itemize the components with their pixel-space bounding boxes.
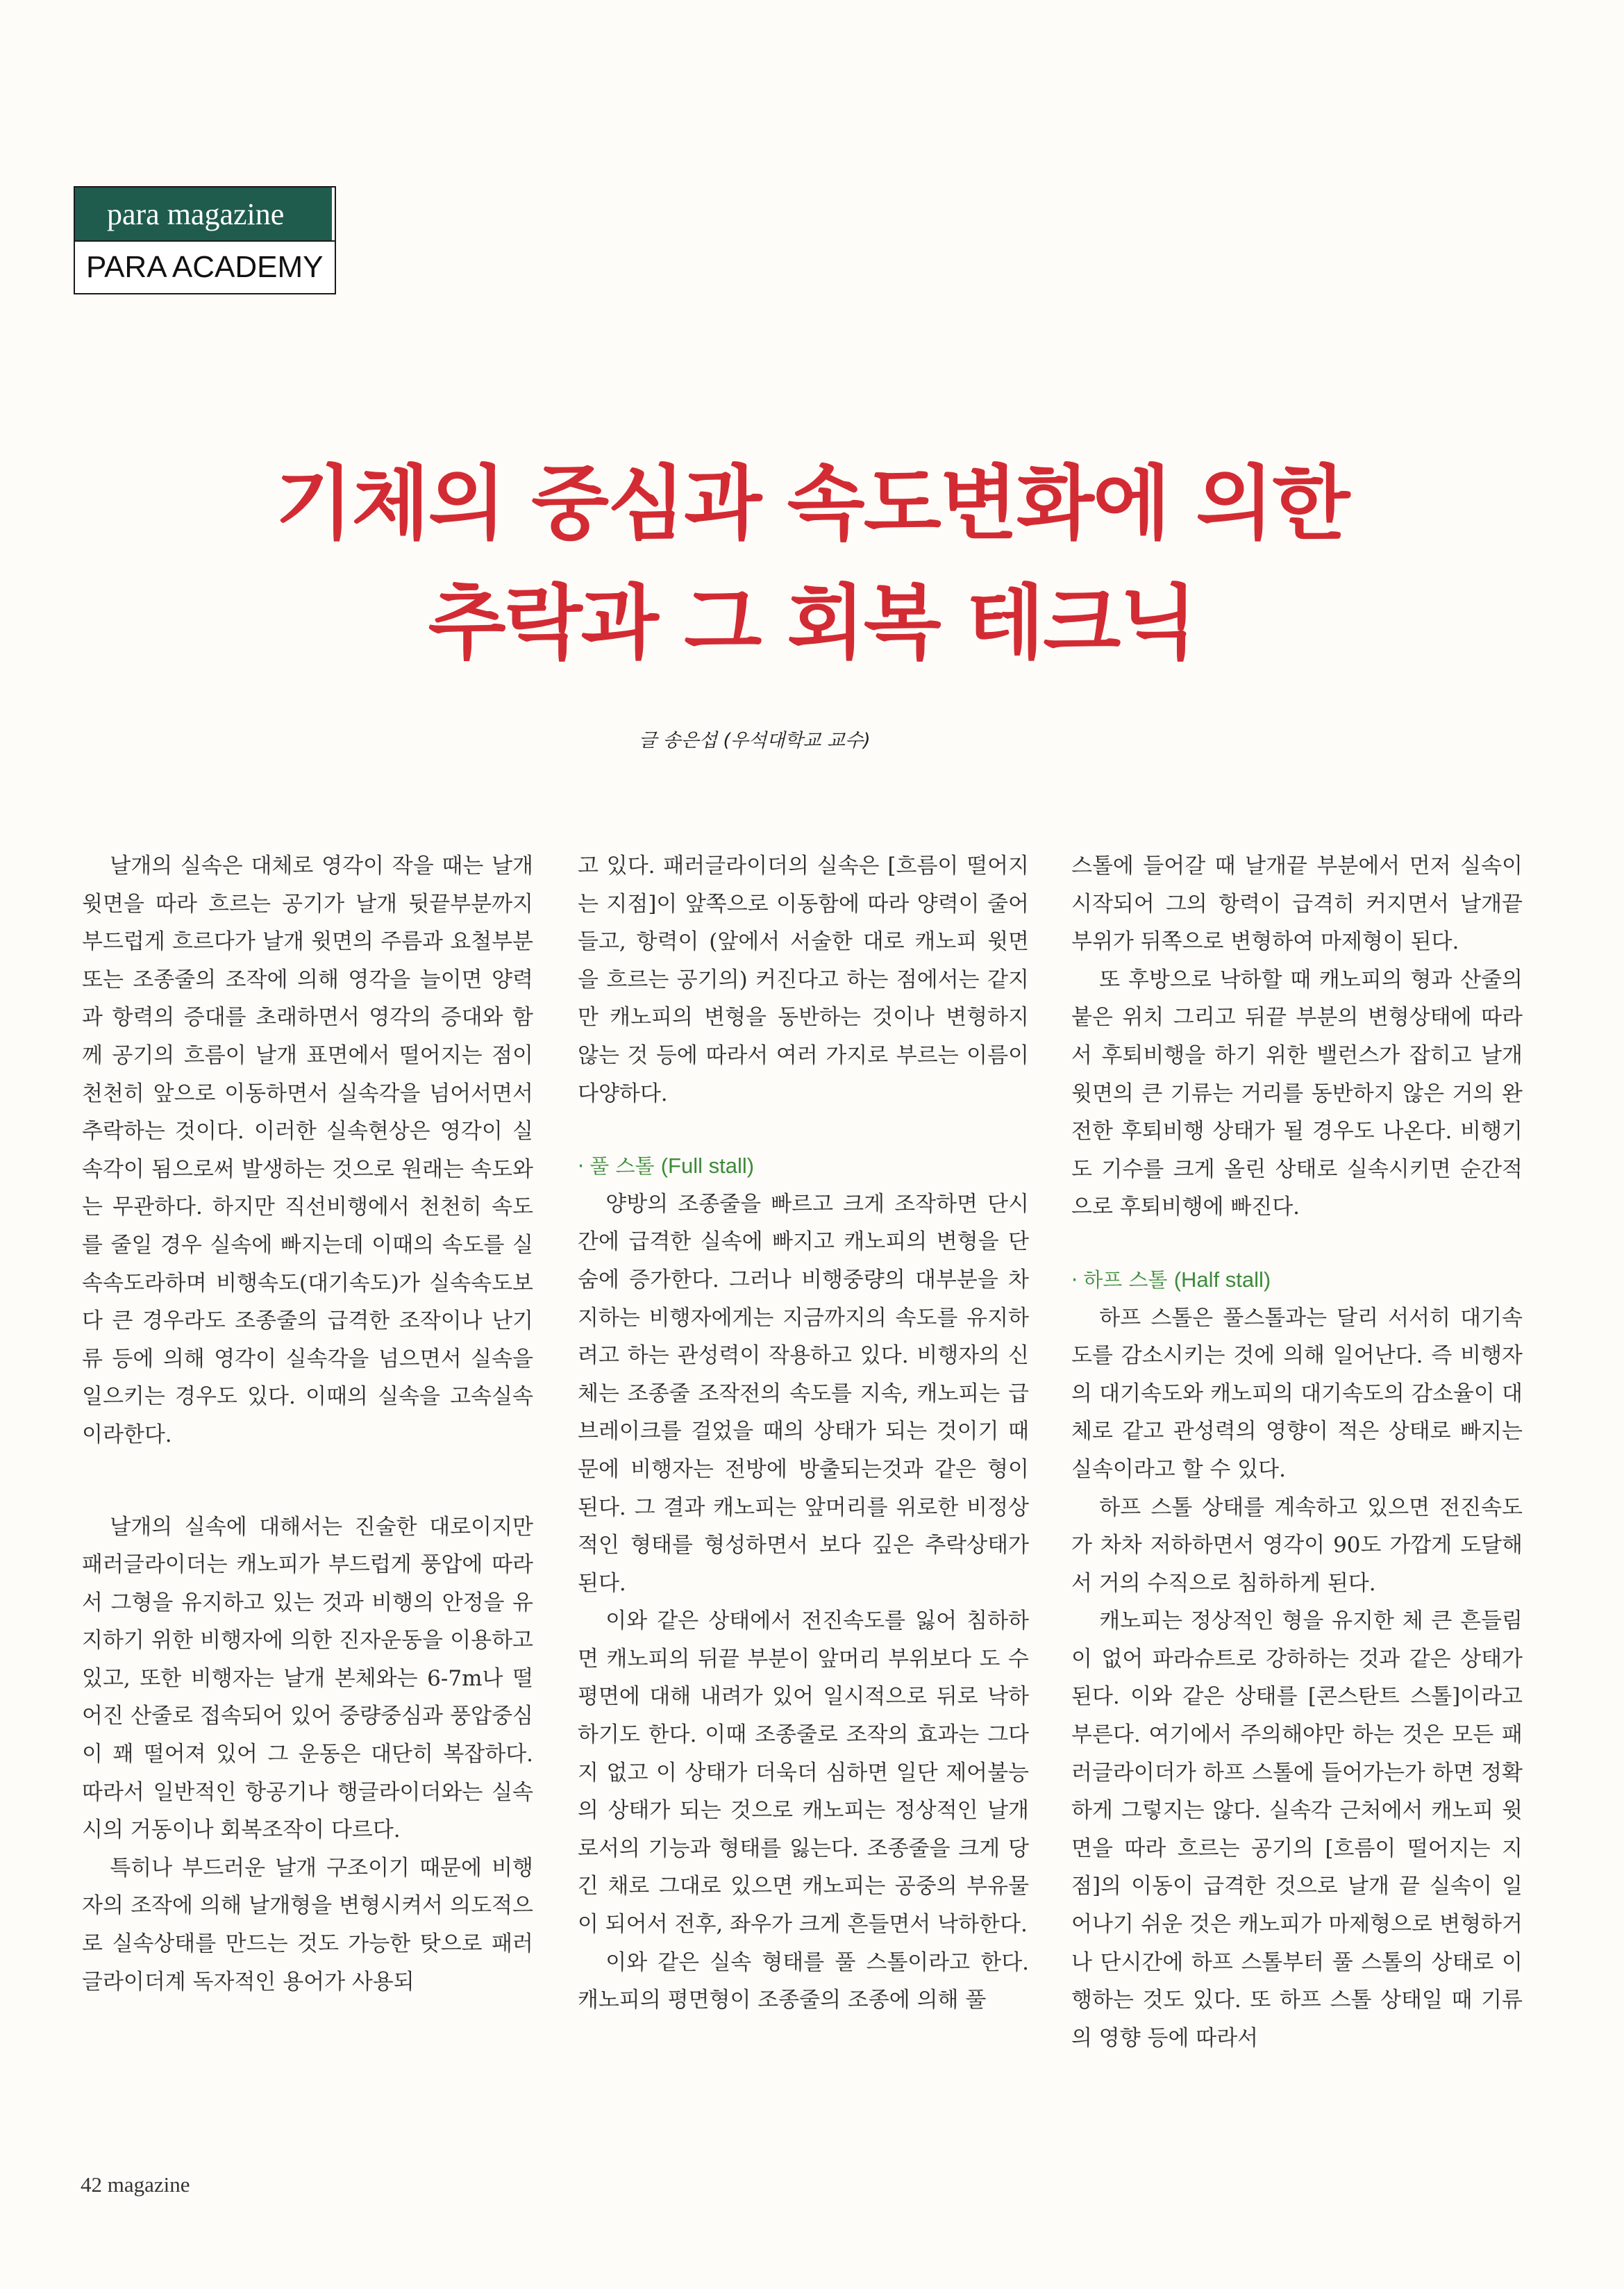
section-label: PARA ACADEMY bbox=[75, 240, 335, 293]
paragraph-spacer bbox=[1071, 1226, 1523, 1261]
subheading-english: (Full stall) bbox=[660, 1154, 755, 1179]
paragraph: 특히나 부드러운 날개 구조이기 때문에 비행자의 조작에 의해 날개형을 변형시켜서 의도적으로 실속상태를 만드는 것도 가능한 탓으로 패러글라이더계 독자적인 용어가 사용되 bbox=[82, 1855, 533, 1995]
magazine-label: para magazine bbox=[75, 188, 332, 240]
paragraph: 캐노피는 정상적인 형을 유지한 체 큰 흔들림이 없어 파라슈트로 강하하는 것과 같은 상태가 된다. 이와 같은 상태를 [콘스탄트 스톨]이라고 부른다. 여기에서 주의해야만 하는 것은 모든 패러글라이더가 하프 스톨에 들어가는가 하면 정확하게 그렇지는 않다. 실속각 근처에서 캐노피 윗면을 따라 흐르는 공기의 [흐름이 떨어지는 지점]의 이동이 급격한 것으로 날개 끝 실속이 일어나기 쉬운 것은 캐노피가 마제형으로 변형하거나 단시간에 하프 스톨부터 풀 스톨의 상태로 이행하는 것도 있다. 또 하프 스톨 상태일 때 기류의 영향 등에 따라서 bbox=[1071, 1608, 1523, 2051]
paragraph: 이와 같은 상태에서 전진속도를 잃어 침하하면 캐노피의 뒤끝 부분이 앞머리 부위보다 도 수평면에 대해 내려가 있어 일시적으로 뒤로 낙하하기도 한다. 이때 조종줄로 조작의 효과는 그다지 없고 이 상태가 더욱더 심하면 일단 제어불능의 상태가 되는 것으로 캐노피는 정상적인 날개로서의 기능과 형태를 잃는다. 조종줄을 크게 당긴 채로 그대로 있으면 캐노피는 공중의 부유물이 되어서 전후, 좌우가 크게 흔들면서 낙하한다. bbox=[578, 1608, 1029, 1938]
column-1 bbox=[82, 847, 533, 2001]
article-title bbox=[0, 444, 1624, 683]
paragraph: 날개의 실속은 대체로 영각이 작을 때는 날개 윗면을 따라 흐르는 공기가 날개 뒷끝부분까지 부드럽게 흐르다가 날개 윗면의 주름과 요철부분 또는 조종줄의 조작에 의해 영각을 늘이면 양력과 항력의 증대를 초래하면서 영각의 증대와 함께 공기의 흐름이 날개 표면에서 떨어지는 점이 천천히 앞으로 이동하면서 실속각을 넘어서면서 추락하는 것이다. 이러한 실속현상은 영각이 실속각이 됨으로써 발생하는 것으로 원래는 속도와는 무관하다. 하지만 직선비행에서 천천히 속도를 줄일 경우 실속에 빠지는데 이때의 속도를 실속속도라하며 비행속도(대기속도)가 실속속도보다 큰 경우라도 조종줄의 급격한 조작이나 난기류 등에 의해 영각이 실속각을 넘으면서 실속을 일으키는 경우도 있다. 이때의 실속을 고속실속이라한다. bbox=[82, 854, 533, 1447]
subheading-full-stall bbox=[578, 1147, 1029, 1185]
paragraph: 하프 스톨은 풀스톨과는 달리 서서히 대기속도를 감소시키는 것에 의해 일어난다. 즉 비행자의 대기속도와 캐노피의 대기속도의 감소율이 대체로 같고 관성력의 영향이 적은 상태로 빠지는 실속이라고 할 수 있다. bbox=[1071, 1305, 1523, 1482]
bullet-icon: · bbox=[578, 1154, 585, 1179]
paragraph: 이와 같은 실속 형태를 풀 스톨이라고 한다. 캐노피의 평면형이 조종줄의 조종에 의해 풀 bbox=[578, 1949, 1029, 2013]
paragraph-spacer bbox=[82, 1454, 533, 1508]
paragraph: 고 있다. 패러글라이더의 실속은 [흐름이 떨어지는 지점]이 앞쪽으로 이동함에 따라 양력이 줄어들고, 항력이 (앞에서 서술한 대로 캐노피 윗면을 흐르는 공기의) 커진다고 하는 점에서는 같지만 캐노피의 변형을 동반하는 것이나 변형하지 않는 것 등에 따라서 여러 가지로 부르는 이름이 다양하다. bbox=[578, 854, 1029, 1106]
subheading-korean: 하프 스톨 bbox=[1083, 1267, 1168, 1292]
paragraph: 날개의 실속에 대해서는 진술한 대로이지만 패러글라이더는 캐노피가 부드럽게 풍압에 따라서 그형을 유지하고 있는 것과 비행의 안정을 유지하기 위한 비행자에 의한 진자운동을 이용하고 있고, 또한 비행자는 날개 본체와는 6-7m나 떨어진 산줄로 접속되어 있어 중량중심과 풍압중심이 꽤 떨어져 있어 그 운동은 대단히 복잡하다. 따라서 일반적인 항공기나 행글라이더와는 실속시의 거동이나 회복조작이 다르다. bbox=[82, 1514, 533, 1843]
title-line-2: 추락과 그 회복 테크닉 bbox=[428, 576, 1196, 670]
byline: 글 송은섭 (우석대학교 교수) bbox=[639, 730, 871, 751]
subheading-korean: 풀 스톨 bbox=[589, 1154, 655, 1179]
column-2 bbox=[578, 847, 1029, 2020]
paragraph: 스톨에 들어갈 때 날개끝 부분에서 먼저 실속이 시작되어 그의 항력이 급격히 커지면서 날개끝 부위가 뒤쪽으로 변형하여 마제형이 된다. bbox=[1071, 854, 1523, 955]
paragraph: 또 후방으로 낙하할 때 캐노피의 형과 산줄의 붙은 위치 그리고 뒤끝 부분의 변형상태에 따라서 후퇴비행을 하기 위한 밸런스가 잡히고 날개 윗면의 큰 기류는 거리를 동반하지 않은 거의 완전한 후퇴비행 상태가 될 경우도 나온다. 비행기도 기수를 크게 올린 상태로 실속시키면 순간적으로 후퇴비행에 빠진다. bbox=[1071, 967, 1523, 1220]
page-footer: 42 magazine bbox=[81, 2172, 190, 2197]
subheading-english: (Half stall) bbox=[1173, 1267, 1271, 1292]
paragraph: 하프 스톨 상태를 계속하고 있으면 전진속도가 차차 저하하면서 영각이 90도 가깝게 도달해서 거의 수직으로 침하하게 된다. bbox=[1071, 1495, 1523, 1596]
paragraph-spacer bbox=[578, 1113, 1029, 1147]
bullet-icon: · bbox=[1071, 1267, 1078, 1292]
title-line-1: 기체의 중심과 속도변화에 의한 bbox=[275, 457, 1349, 551]
subheading-half-stall bbox=[1071, 1261, 1523, 1299]
section-header bbox=[74, 186, 336, 294]
paragraph: 양방의 조종줄을 빠르고 크게 조작하면 단시간에 급격한 실속에 빠지고 캐노피의 변형을 단숨에 증가한다. 그러나 비행중량의 대부분을 차지하는 비행자에게는 지금까지의 속도를 유지하려고 하는 관성력이 작용하고 있다. 비행자의 신체는 조종줄 조작전의 속도를 지속, 캐노피는 급브레이크를 걸었을 때의 상태가 되는 것이기 때문에 비행자는 전방에 방출되는것과 같은 형이 된다. 그 결과 캐노피는 앞머리를 위로한 비정상적인 형태를 형성하면서 보다 깊은 추락상태가 된다. bbox=[578, 1191, 1029, 1596]
column-3 bbox=[1071, 847, 1523, 2057]
